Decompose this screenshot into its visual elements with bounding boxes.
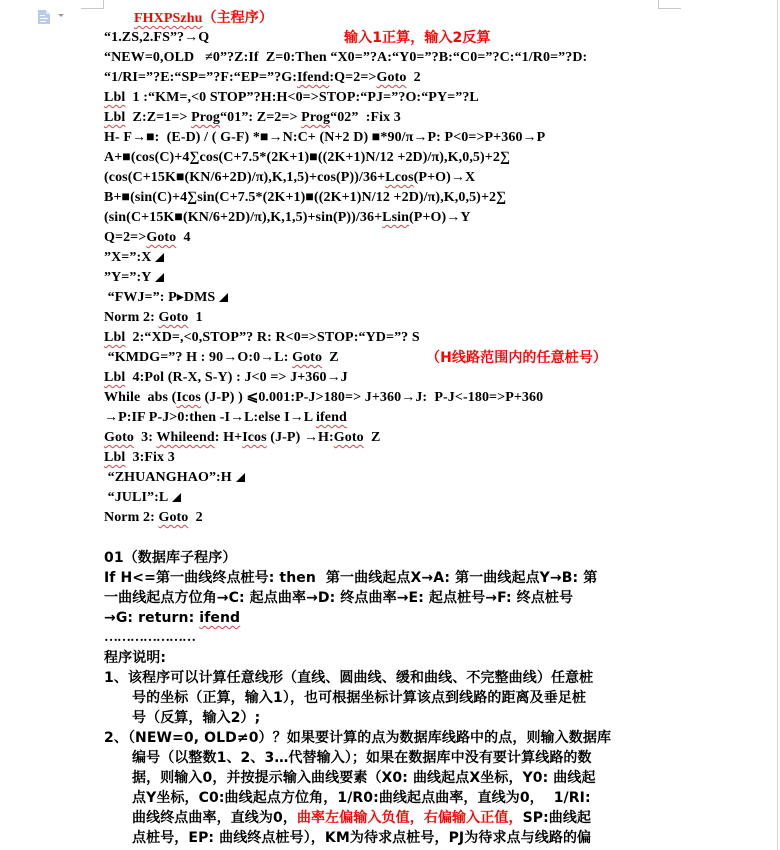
subprogram-dots: ………………… [104,630,195,645]
notes-heading: 程序说明: [104,650,167,666]
keyword-lbl: Lbl [104,370,126,385]
code-text: 1 [188,310,203,325]
code-text: (cos(C+15K■(KN/6+2D)/π),K,1,5)+cos(P))/36+ [104,170,386,185]
code-line-goto3 [104,428,664,448]
code-line-norm1 [104,308,664,328]
annotation-any-station: （H线路范围内的任意桩号） [426,350,608,366]
keyword-ifend: ifend [199,610,241,626]
code-line-q2 [104,228,664,248]
code-text: 2 [188,510,203,525]
code-text: B+■(sin(C)+4∑sin(C+7.5*(2K+1)■((2K+1)N/12 +2D)/π),K,0,5)+2∑ [104,190,507,205]
code-line-lblz [104,108,664,128]
display-triangle-icon [236,473,245,482]
keyword-goto: Goto [158,510,189,525]
keyword-goto: Goto [158,310,189,325]
code-line-disp-fwj [104,288,664,308]
code-line-if [104,408,664,428]
code-text: 2:“XD=,<0,STOP”? R: R<0=>STOP:“YD=”? S [125,330,420,345]
code-text: 3: [133,430,157,445]
note-2-line-4: 点Y坐标，C0:曲线起点方位角，1/R0:曲线起点曲率，直线为0， 1/RI: [132,790,591,806]
code-line-7 [104,148,664,168]
code-line-norm2 [104,508,664,528]
subprogram-line-1: If H<=第一曲线终点桩号: then 第一曲线起点X→A: 第一曲线起点Y→B: 第 [104,570,598,586]
code-line-1 [104,28,664,48]
code-text: →P:IF P-J>0:then -I→L:else I→L [104,410,316,425]
main-program-title [104,8,664,28]
code-text: H- F→■: (E-D) / ( G-F) *■→N:C+ (N+2 D) ■*90/π→P: P<0=>P+360→P [104,130,546,145]
code-text: Z [322,350,339,365]
display-triangle-icon [172,493,181,502]
code-line-while [104,388,664,408]
note-1-line-3: 号（反算，输入2）; [132,710,261,726]
code-line-disp-x [104,248,664,268]
display-triangle-icon [219,293,228,302]
code-line-9 [104,188,664,208]
keyword-whileend: Whileend [156,430,215,445]
code-line-lbl1 [104,88,664,108]
code-text: “FWJ=”: P▸DMS [104,290,216,305]
code-text: “01”: Z=2=> [220,110,302,125]
code-line-2 [104,48,664,68]
keyword-goto: Goto [292,350,323,365]
document-page[interactable] [104,8,664,848]
code-text: (J-P) →H: [266,430,334,445]
keyword-icos: Icos [176,390,201,405]
keyword-lbl: Lbl [104,110,126,125]
code-text: Q=2=> [104,230,147,245]
code-line-kmdg [104,348,664,368]
annotation-forward-inverse: 输入1正算，输入2反算 [344,30,491,46]
code-text: 4 [176,230,191,245]
code-text: “1.ZS,2.FS”?→Q [104,30,210,45]
code-line-disp-zh [104,468,664,488]
keyword-goto: Goto [146,230,177,245]
code-text: “ZHUANGHAO”:H [104,470,232,485]
code-text: :Q=2=> [329,70,377,85]
code-line-disp-juli [104,488,664,508]
code-line-lbl4 [104,368,664,388]
code-text: (sin(C+15K■(KN/6+2D)/π),K,1,5)+sin(P))/36+ [104,210,383,225]
code-text: 4:Pol (R-X, S-Y) : J<0 => J+360→J [125,370,348,385]
code-text: “02” :Fix 3 [330,110,401,125]
keyword-ifend: ifend [316,410,347,425]
note-highlight-red: 曲率左偏输入负值，右偏输入正值， [296,810,523,826]
code-text: 2 [406,70,421,85]
keyword-lcos: Lcos [385,170,414,185]
display-triangle-icon [155,253,164,262]
code-text: : H+ [214,430,243,445]
note-2-line-1: 2、（NEW=0, OLD≠0）？如果要计算的点为数据库线路中的点，则输入数据库 [104,730,612,746]
note-2-line-5 [104,808,664,828]
keyword-ifend: Ifend [296,70,330,85]
code-line-lbl2 [104,328,664,348]
note-1-line-1: 1、该程序可以计算任意线形（直线、圆曲线、缓和曲线、不完整曲线）任意桩 [104,670,594,686]
display-triangle-icon [155,273,164,282]
code-text: ”X=”:X [104,250,152,265]
blank-line [104,528,664,548]
note-text: 曲线终点曲率，直线为0， [132,810,297,826]
title-cn: （主程序） [202,10,273,26]
keyword-goto: Goto [104,430,134,445]
code-text: →G: return: [104,610,200,626]
code-text: (J-P) ) ⩽0.001:P-J>180=> J+360→J: P-J<-180=>P+360 [200,390,544,405]
keyword-lbl: Lbl [104,330,126,345]
code-text: A+■(cos(C)+4∑cos(C+7.5*(2K+1)■((2K+1)N/12 +2D)/π),K,0,5)+2∑ [104,150,511,165]
code-text: While abs ( [104,390,177,405]
code-text: Norm 2: [104,510,159,525]
title-code: FHXPSzhu [134,11,203,26]
subprogram-line-2: 一曲线起点方位角→C: 起点曲率→D: 终点曲率→E: 起点桩号→F: 终点桩号 [104,590,574,606]
note-2-line-6: 点桩号，EP: 曲线终点桩号），KM为待求点桩号，PJ为待求点与线路的偏 [132,830,592,846]
page-right-edge [777,0,778,850]
keyword-lsin: Lsin [382,210,410,225]
keyword-goto: Goto [376,70,407,85]
code-text: “JULI”:L [104,490,169,505]
code-text: 3:Fix 3 [125,450,175,465]
keyword-prog: Prog [191,110,221,125]
code-text: Norm 2: [104,310,159,325]
code-text: 1 :“KM=,<0 STOP”?H:H<0=>STOP:“PJ=”?O:“PY=”?L [125,90,479,105]
note-2-line-3: 据，则输入0，并按提示输入曲线要素（X0: 曲线起点X坐标，Y0: 曲线起 [132,770,596,786]
code-text: Z [363,430,381,445]
code-text: “NEW=0,OLD ≠0”?Z:If Z=0:Then “X0=”?A:“Y0=”?B:“C0=”?C:“1/R0=”?D: [104,50,588,65]
subprogram-title: 01（数据库子程序） [104,550,237,566]
code-line-6 [104,128,664,148]
keyword-prog: Prog [301,110,331,125]
keyword-icos: Icos [242,430,267,445]
note-text: SP:曲线起 [522,810,592,826]
code-line-8 [104,168,664,188]
code-line-disp-y [104,268,664,288]
code-text: ”Y=”:Y [104,270,152,285]
code-text: Z:Z=1=> [125,110,192,125]
code-line-lbl3 [104,448,664,468]
keyword-goto: Goto [333,430,364,445]
keyword-lbl: Lbl [104,90,126,105]
code-line-10 [104,208,664,228]
note-1-line-2: 号的坐标（正算，输入1），也可根据坐标计算该点到线路的距离及垂足桩 [132,690,587,706]
document-icon[interactable] [38,10,50,24]
keyword-lbl: Lbl [104,450,126,465]
code-line-3 [104,68,664,88]
code-text: (P+O)→X [413,170,476,185]
code-text: “KMDG=”? H : 90→O:0→L: [104,350,293,365]
code-text: (P+O)→Y [409,210,471,225]
caret-down-icon[interactable] [58,14,64,17]
page-corner-mark-left [81,0,104,9]
code-text: “1/RI=”?E:“SP=”?F:“EP=”?G: [104,70,297,85]
subprogram-line-3 [104,608,664,628]
note-2-line-2: 编号（以整数1、2、3…代替输入）；如果在数据库中没有要计算线路的数 [132,750,592,766]
